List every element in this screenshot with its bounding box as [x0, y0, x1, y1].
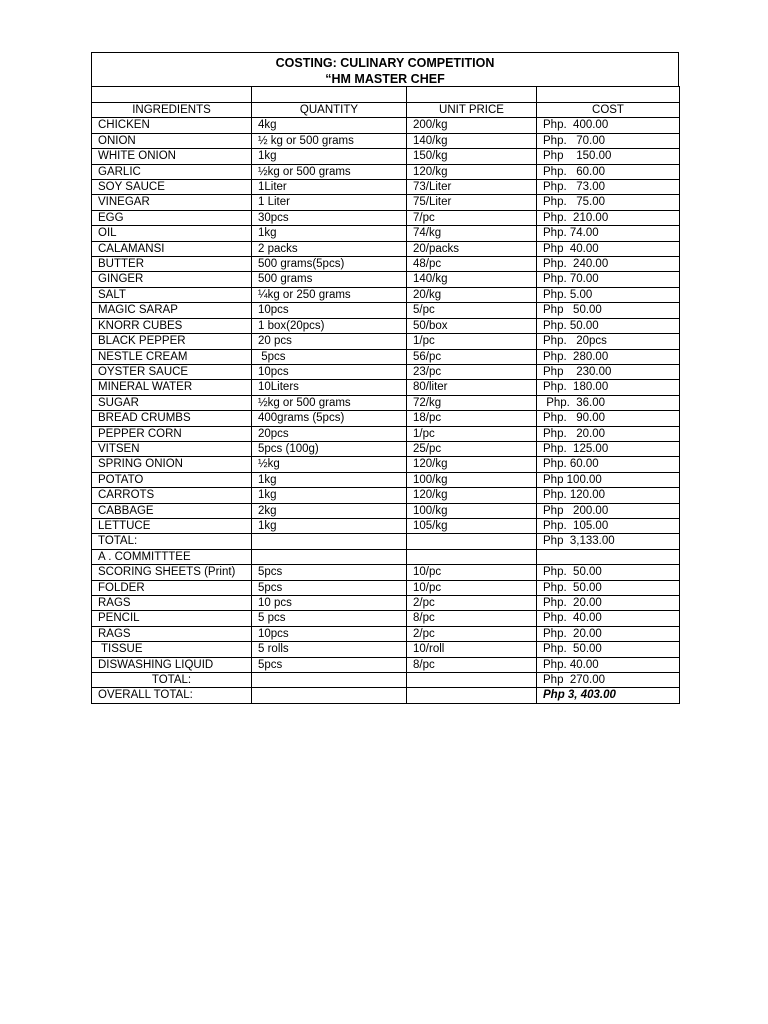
ingredient-cost: Php. 60.00 [537, 164, 680, 179]
ingredient-unit-price: 75/Liter [407, 195, 537, 210]
ingredient-cost: Php. 105.00 [537, 518, 680, 533]
table-row [92, 488, 680, 503]
ingredient-quantity: 10pcs [252, 303, 407, 318]
committee-item-unit-price: 10/pc [407, 565, 537, 580]
table-row [92, 626, 680, 641]
table-row [92, 257, 680, 272]
empty-cell [407, 549, 537, 564]
ingredient-cost: Php 200.00 [537, 503, 680, 518]
committee-item-cost: Php. 50.00 [537, 642, 680, 657]
ingredient-quantity: 10Liters [252, 380, 407, 395]
ingredient-quantity: ½kg or 500 grams [252, 164, 407, 179]
ingredient-name: NESTLE CREAM [92, 349, 252, 364]
empty-cell [252, 673, 407, 688]
ingredient-name: OIL [92, 226, 252, 241]
ingredient-quantity: 30pcs [252, 210, 407, 225]
committee-item-name: SCORING SHEETS (Print) [92, 565, 252, 580]
ingredient-unit-price: 7/pc [407, 210, 537, 225]
total-row [92, 534, 680, 549]
committee-item-unit-price: 10/pc [407, 580, 537, 595]
ingredient-name: BUTTER [92, 257, 252, 272]
empty-cell [537, 549, 680, 564]
empty-cell [252, 549, 407, 564]
costing-table [91, 86, 680, 704]
ingredient-unit-price: 72/kg [407, 395, 537, 410]
empty-cell [407, 534, 537, 549]
spacer-row [92, 87, 680, 103]
table-row [92, 133, 680, 148]
committee-item-name: PENCIL [92, 611, 252, 626]
costing-sheet [91, 52, 679, 704]
ingredient-quantity: 1kg [252, 149, 407, 164]
table-row [92, 164, 680, 179]
committee-total-label: TOTAL: [92, 673, 252, 688]
committee-item-unit-price: 8/pc [407, 611, 537, 626]
committee-total-value: Php 270.00 [537, 673, 680, 688]
ingredient-unit-price: 105/kg [407, 518, 537, 533]
table-row [92, 210, 680, 225]
ingredient-unit-price: 200/kg [407, 118, 537, 133]
table-row [92, 580, 680, 595]
ingredient-quantity: 1kg [252, 518, 407, 533]
header-cost: COST [537, 103, 680, 118]
committee-item-unit-price: 8/pc [407, 657, 537, 672]
ingredient-quantity: 2kg [252, 503, 407, 518]
ingredient-name: WHITE ONION [92, 149, 252, 164]
title-line-2: “HM MASTER CHEF [325, 72, 445, 86]
ingredient-quantity: 5pcs [252, 349, 407, 364]
ingredient-unit-price: 25/pc [407, 441, 537, 456]
ingredient-unit-price: 23/pc [407, 364, 537, 379]
overall-total-value: Php 3, 403.00 [537, 688, 680, 703]
table-row [92, 518, 680, 533]
ingredient-name: PEPPER CORN [92, 426, 252, 441]
ingredient-cost: Php. 5.00 [537, 287, 680, 302]
ingredient-unit-price: 20/kg [407, 287, 537, 302]
table-row [92, 334, 680, 349]
ingredient-quantity: 2 packs [252, 241, 407, 256]
ingredient-quantity: 1 Liter [252, 195, 407, 210]
ingredient-cost: Php. 36.00 [537, 395, 680, 410]
table-row [92, 457, 680, 472]
ingredient-quantity: 20pcs [252, 426, 407, 441]
committee-item-cost: Php. 50.00 [537, 565, 680, 580]
committee-item-unit-price: 2/pc [407, 626, 537, 641]
ingredient-quantity: 1kg [252, 472, 407, 487]
ingredient-quantity: 500 grams(5pcs) [252, 257, 407, 272]
ingredient-name: SPRING ONION [92, 457, 252, 472]
ingredient-unit-price: 56/pc [407, 349, 537, 364]
table-row [92, 472, 680, 487]
ingredient-name: ONION [92, 133, 252, 148]
ingredient-unit-price: 73/Liter [407, 180, 537, 195]
table-row [92, 596, 680, 611]
committee-item-quantity: 5 rolls [252, 642, 407, 657]
title-block [91, 52, 679, 86]
empty-cell [252, 534, 407, 549]
empty-cell [407, 673, 537, 688]
ingredient-quantity: 1 box(20pcs) [252, 318, 407, 333]
table-row [92, 287, 680, 302]
committee-item-cost: Php. 40.00 [537, 611, 680, 626]
table-row [92, 349, 680, 364]
ingredient-unit-price: 140/kg [407, 133, 537, 148]
ingredient-unit-price: 120/kg [407, 457, 537, 472]
ingredient-cost: Php. 70.00 [537, 133, 680, 148]
ingredient-name: CARROTS [92, 488, 252, 503]
table-row [92, 642, 680, 657]
ingredient-quantity: 1kg [252, 226, 407, 241]
total-label: TOTAL: [92, 534, 252, 549]
table-row [92, 226, 680, 241]
ingredient-cost: Php. 75.00 [537, 195, 680, 210]
ingredient-name: MINERAL WATER [92, 380, 252, 395]
ingredient-quantity: 5pcs (100g) [252, 441, 407, 456]
ingredient-name: POTATO [92, 472, 252, 487]
committee-item-cost: Php. 20.00 [537, 626, 680, 641]
ingredient-cost: Php. 240.00 [537, 257, 680, 272]
committee-item-name: RAGS [92, 626, 252, 641]
ingredient-quantity: ½kg or 500 grams [252, 395, 407, 410]
ingredient-quantity: 20 pcs [252, 334, 407, 349]
ingredient-name: VINEGAR [92, 195, 252, 210]
ingredient-unit-price: 120/kg [407, 488, 537, 503]
table-row [92, 380, 680, 395]
table-row [92, 180, 680, 195]
ingredient-name: GINGER [92, 272, 252, 287]
ingredient-cost: Php. 180.00 [537, 380, 680, 395]
table-row [92, 611, 680, 626]
ingredient-cost: Php 50.00 [537, 303, 680, 318]
ingredient-quantity: 1kg [252, 488, 407, 503]
ingredient-cost: Php. 70.00 [537, 272, 680, 287]
ingredient-quantity: ½kg [252, 457, 407, 472]
table-row [92, 303, 680, 318]
ingredient-unit-price: 1/pc [407, 426, 537, 441]
ingredient-unit-price: 50/box [407, 318, 537, 333]
table-row [92, 241, 680, 256]
committee-item-name: TISSUE [92, 642, 252, 657]
committee-total-row [92, 673, 680, 688]
overall-total-label: OVERALL TOTAL: [92, 688, 252, 703]
ingredient-quantity: ½ kg or 500 grams [252, 133, 407, 148]
committee-item-quantity: 5 pcs [252, 611, 407, 626]
ingredient-name: KNORR CUBES [92, 318, 252, 333]
ingredient-quantity: ¼kg or 250 grams [252, 287, 407, 302]
ingredient-unit-price: 1/pc [407, 334, 537, 349]
ingredient-unit-price: 120/kg [407, 164, 537, 179]
table-row [92, 118, 680, 133]
committee-item-cost: Php. 20.00 [537, 596, 680, 611]
committee-item-quantity: 5pcs [252, 580, 407, 595]
committee-item-name: FOLDER [92, 580, 252, 595]
ingredient-unit-price: 150/kg [407, 149, 537, 164]
header-row [92, 103, 680, 118]
table-row [92, 395, 680, 410]
committee-header-row [92, 549, 680, 564]
ingredient-name: SALT [92, 287, 252, 302]
ingredient-unit-price: 74/kg [407, 226, 537, 241]
ingredient-unit-price: 80/liter [407, 380, 537, 395]
ingredient-name: BREAD CRUMBS [92, 411, 252, 426]
ingredient-cost: Php. 125.00 [537, 441, 680, 456]
ingredient-quantity: 4kg [252, 118, 407, 133]
ingredient-cost: Php. 74.00 [537, 226, 680, 241]
ingredient-name: OYSTER SAUCE [92, 364, 252, 379]
ingredient-cost: Php. 60.00 [537, 457, 680, 472]
committee-label: A . COMMITTTEE [92, 549, 252, 564]
ingredient-name: SUGAR [92, 395, 252, 410]
committee-item-unit-price: 2/pc [407, 596, 537, 611]
ingredient-quantity: 1Liter [252, 180, 407, 195]
ingredient-cost: Php. 400.00 [537, 118, 680, 133]
ingredient-cost: Php. 50.00 [537, 318, 680, 333]
ingredient-unit-price: 5/pc [407, 303, 537, 318]
ingredient-cost: Php. 73.00 [537, 180, 680, 195]
ingredient-name: SOY SAUCE [92, 180, 252, 195]
ingredient-quantity: 400grams (5pcs) [252, 411, 407, 426]
ingredient-name: LETTUCE [92, 518, 252, 533]
empty-cell [252, 688, 407, 703]
table-row [92, 426, 680, 441]
ingredient-cost: Php. 280.00 [537, 349, 680, 364]
ingredient-unit-price: 20/packs [407, 241, 537, 256]
committee-item-cost: Php. 50.00 [537, 580, 680, 595]
ingredient-name: VITSEN [92, 441, 252, 456]
ingredient-quantity: 500 grams [252, 272, 407, 287]
ingredient-name: CHICKEN [92, 118, 252, 133]
ingredient-name: MAGIC SARAP [92, 303, 252, 318]
ingredient-name: EGG [92, 210, 252, 225]
table-row [92, 318, 680, 333]
ingredient-name: CALAMANSI [92, 241, 252, 256]
header-ingredients: INGREDIENTS [92, 103, 252, 118]
table-row [92, 503, 680, 518]
ingredient-unit-price: 100/kg [407, 503, 537, 518]
ingredient-name: BLACK PEPPER [92, 334, 252, 349]
ingredient-name: GARLIC [92, 164, 252, 179]
empty-cell [407, 688, 537, 703]
ingredient-quantity: 10pcs [252, 364, 407, 379]
committee-item-quantity: 5pcs [252, 565, 407, 580]
ingredient-cost: Php. 90.00 [537, 411, 680, 426]
ingredient-cost: Php 100.00 [537, 472, 680, 487]
committee-item-unit-price: 10/roll [407, 642, 537, 657]
ingredient-cost: Php. 210.00 [537, 210, 680, 225]
ingredient-cost: Php 230.00 [537, 364, 680, 379]
ingredient-cost: Php. 20.00 [537, 426, 680, 441]
committee-item-quantity: 10 pcs [252, 596, 407, 611]
table-row [92, 441, 680, 456]
table-row [92, 195, 680, 210]
header-unit-price: UNIT PRICE [407, 103, 537, 118]
ingredient-unit-price: 140/kg [407, 272, 537, 287]
total-value: Php 3,133.00 [537, 534, 680, 549]
table-row [92, 411, 680, 426]
ingredient-unit-price: 100/kg [407, 472, 537, 487]
ingredient-unit-price: 18/pc [407, 411, 537, 426]
committee-item-cost: Php. 40.00 [537, 657, 680, 672]
committee-item-name: DISWASHING LIQUID [92, 657, 252, 672]
overall-total-row [92, 688, 680, 703]
table-row [92, 149, 680, 164]
ingredient-cost: Php. 120.00 [537, 488, 680, 503]
committee-item-quantity: 5pcs [252, 657, 407, 672]
ingredient-unit-price: 48/pc [407, 257, 537, 272]
ingredient-cost: Php. 20pcs [537, 334, 680, 349]
ingredient-cost: Php 40.00 [537, 241, 680, 256]
table-row [92, 565, 680, 580]
committee-item-name: RAGS [92, 596, 252, 611]
ingredient-name: CABBAGE [92, 503, 252, 518]
table-row [92, 364, 680, 379]
header-quantity: QUANTITY [252, 103, 407, 118]
ingredient-cost: Php 150.00 [537, 149, 680, 164]
title-line-1: COSTING: CULINARY COMPETITION [275, 56, 495, 70]
committee-item-quantity: 10pcs [252, 626, 407, 641]
table-row [92, 657, 680, 672]
table-row [92, 272, 680, 287]
